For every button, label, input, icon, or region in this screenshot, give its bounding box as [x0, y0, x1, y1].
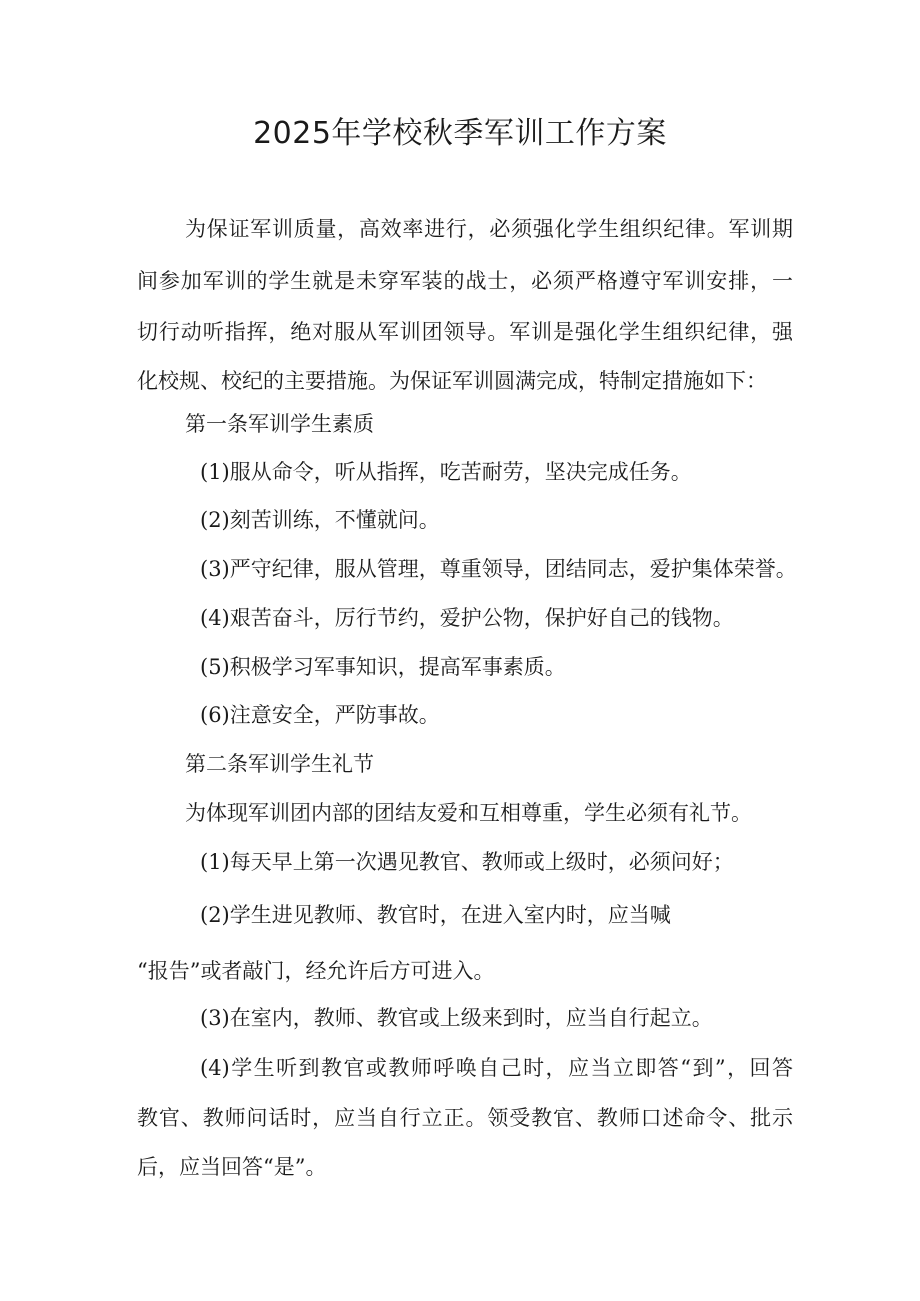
list-item-continuation: “报告”或者敲门，经允许后方可进入。	[137, 959, 495, 983]
list-item: (4)艰苦奋斗，厉行节约，爱护公物，保护好自己的钱物。	[200, 606, 734, 630]
list-item: (5)积极学习军事知识，提高军事素质。	[200, 655, 566, 679]
paragraph: 为体现军训团内部的团结友爱和互相尊重，学生必须有礼节。	[185, 801, 752, 825]
intro-line: 间参加军训的学生就是未穿军装的战士，必须严格遵守军训安排，一	[137, 269, 793, 293]
list-item-continuation: 后，应当回答“是”。	[137, 1155, 327, 1179]
list-item: (3)严守纪律，服从管理，尊重领导，团结同志，爱护集体荣誉。	[200, 557, 797, 581]
intro-line: 为保证军训质量，高效率进行，必须强化学生组织纪律。军训期	[185, 217, 793, 241]
section-heading: 第一条军训学生素质	[185, 412, 374, 436]
list-item-continuation: 教官、教师问话时，应当自行立正。领受教官、教师口述命令、批示	[137, 1106, 793, 1130]
list-item: (2)刻苦训练，不懂就问。	[200, 508, 440, 532]
list-item: (3)在室内，教师、教官或上级来到时，应当自行起立。	[200, 1006, 713, 1030]
intro-line: 化校规、校纪的主要措施。为保证军训圆满完成，特制定措施如下：	[137, 369, 767, 393]
list-item: (4)学生听到教官或教师呼唤自己时，应当立即答“到”，回答	[200, 1056, 793, 1080]
intro-line: 切行动听指挥，绝对服从军训团领导。军训是强化学生组织纪律，强	[137, 320, 793, 344]
document-title: 2025年学校秋季军训工作方案	[253, 116, 667, 151]
list-item: (1)每天早上第一次遇见教官、教师或上级时，必须问好；	[200, 850, 734, 874]
list-item: (6)注意安全，严防事故。	[200, 703, 440, 727]
list-item: (1)服从命令，听从指挥，吃苦耐劳，坚决完成任务。	[200, 460, 692, 484]
list-item: (2)学生进见教师、教官时，在进入室内时，应当喊	[200, 903, 671, 927]
section-heading: 第二条军训学生礼节	[185, 752, 374, 776]
